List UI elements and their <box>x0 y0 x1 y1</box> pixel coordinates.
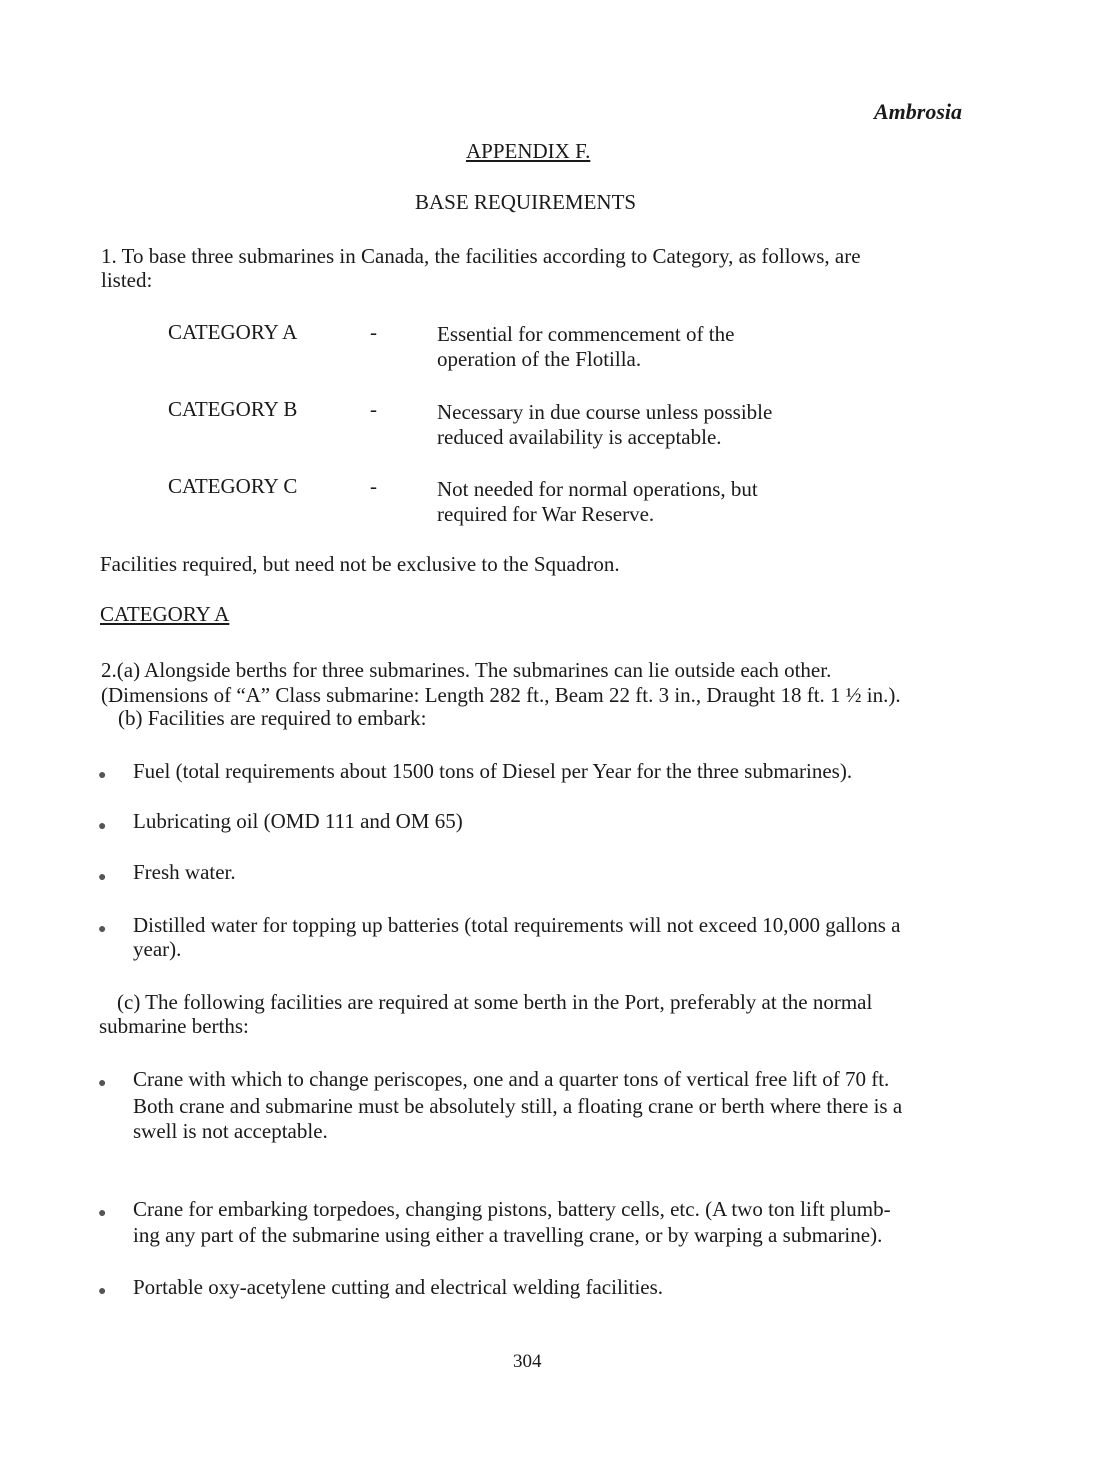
embark-item-4-line2: year). <box>133 937 182 961</box>
section-title: BASE REQUIREMENTS <box>415 190 637 214</box>
facilities-note: Facilities required, but need not be exclusive to the Squadron. <box>100 552 620 576</box>
embark-item-3: Fresh water. <box>133 860 236 884</box>
category-a-dash: - <box>370 320 377 344</box>
category-b-dash: - <box>370 397 377 421</box>
embark-item-4-line1: Distilled water for topping up batteries (total requirements will not exceed 10,000 gallons a <box>133 913 901 937</box>
port-item-3: Portable oxy-acetylene cutting and electrical welding facilities. <box>133 1275 664 1299</box>
para2b-line: (b) Facilities are required to embark: <box>118 706 427 730</box>
port-item-1-line2: Both crane and submarine must be absolutely still, a floating crane or berth where there is a <box>133 1094 903 1118</box>
bullet-icon: ● <box>98 819 107 834</box>
port-item-2-line1: Crane for embarking torpedoes, changing pistons, battery cells, etc. (A two ton lift plumb- <box>133 1197 891 1221</box>
category-c-desc-line1: Not needed for normal operations, but <box>437 477 758 501</box>
category-a-desc-line2: operation of the Flotilla. <box>437 347 642 371</box>
category-c-desc-line2: required for War Reserve. <box>437 502 655 526</box>
appendix-title: APPENDIX F. <box>466 139 591 163</box>
port-item-2-line2: ing any part of the submarine using either a travelling crane, or by warping a submarine). <box>133 1223 883 1247</box>
para-c-line1: (c) The following facilities are required at some berth in the Port, preferably at the normal <box>117 990 873 1014</box>
para2a-line1: 2.(a) Alongside berths for three submarines. The submarines can lie outside each other. <box>101 658 832 682</box>
port-item-1-line3: swell is not acceptable. <box>133 1119 328 1143</box>
bullet-icon: ● <box>98 922 107 937</box>
page-number: 304 <box>513 1351 542 1372</box>
category-a-desc-line1: Essential for commencement of the <box>437 322 735 346</box>
bullet-icon: ● <box>98 1076 107 1091</box>
category-c-dash: - <box>370 474 377 498</box>
category-a-name: CATEGORY A <box>168 320 298 344</box>
category-b-desc-line1: Necessary in due course unless possible <box>437 400 773 424</box>
para1-line2: listed: <box>101 268 153 292</box>
port-item-1-line1: Crane with which to change periscopes, one and a quarter tons of vertical free lift of 70 ft. <box>133 1067 890 1091</box>
para1-line1: 1. To base three submarines in Canada, the facilities according to Category, as follows, are <box>101 244 861 268</box>
para-c-line2: submarine berths: <box>99 1014 249 1038</box>
para2a-line2: (Dimensions of “A” Class submarine: Length 282 ft., Beam 22 ft. 3 in., Draught 18 ft. 1 ½ in.). <box>101 683 901 707</box>
category-b-name: CATEGORY B <box>168 397 298 421</box>
bullet-icon: ● <box>98 870 107 885</box>
embark-item-1: Fuel (total requirements about 1500 tons of Diesel per Year for the three submarines). <box>133 759 853 783</box>
bullet-icon: ● <box>98 1284 107 1299</box>
bullet-icon: ● <box>98 768 107 783</box>
category-c-name: CATEGORY C <box>168 474 298 498</box>
category-b-desc-line2: reduced availability is acceptable. <box>437 425 722 449</box>
category-a-heading: CATEGORY A <box>100 602 230 626</box>
running-title: Ambrosia <box>874 99 963 124</box>
embark-item-2: Lubricating oil (OMD 111 and OM 65) <box>133 809 463 833</box>
bullet-icon: ● <box>98 1206 107 1221</box>
